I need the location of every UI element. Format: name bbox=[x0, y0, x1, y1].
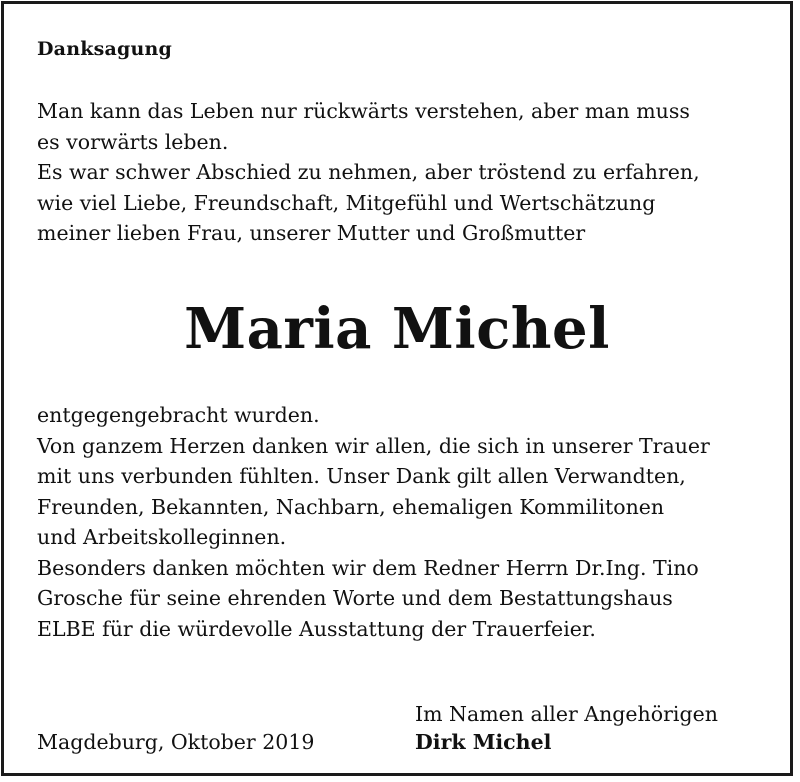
intro-line: wie viel Liebe, Freundschaft, Mitgefühl und Wertschätzung bbox=[37, 190, 656, 215]
thanks-paragraph bbox=[37, 400, 777, 644]
notice-heading: Danksagung bbox=[37, 38, 172, 60]
intro-line: es vorwärts leben. bbox=[37, 129, 229, 154]
body-line: Grosche für seine ehrenden Worte und dem Bestattungshaus bbox=[37, 586, 673, 610]
body-line: entgegengebracht wurden. bbox=[37, 403, 320, 427]
body-line: Freunden, Bekannten, Nachbarn, ehemaligen Kommilitonen bbox=[37, 494, 665, 519]
signer-name: Dirk Michel bbox=[415, 730, 552, 754]
intro-line: Man kann das Leben nur rückwärts verstehen, aber man muss bbox=[37, 99, 690, 123]
intro-line: meiner lieben Frau, unserer Mutter und Großmutter bbox=[37, 221, 586, 245]
body-line: ELBE für die würdevolle Ausstattung der Trauerfeier. bbox=[37, 616, 596, 641]
deceased-name: Maria Michel bbox=[184, 296, 610, 362]
place-and-date: Magdeburg, Oktober 2019 bbox=[37, 730, 315, 754]
body-line: und Arbeitskolleginnen. bbox=[37, 525, 287, 549]
body-line: Besonders danken möchten wir dem Redner Herrn Dr.Ing. Tino bbox=[37, 555, 699, 580]
obituary-notice bbox=[1, 1, 793, 776]
body-line: mit uns verbunden fühlten. Unser Dank gilt allen Verwandten, bbox=[37, 464, 686, 488]
signature-block bbox=[415, 700, 718, 756]
signature-intro: Im Namen aller Angehörigen bbox=[415, 702, 718, 726]
intro-line: Es war schwer Abschied zu nehmen, aber tröstend zu erfahren, bbox=[37, 160, 700, 184]
intro-paragraph bbox=[37, 96, 777, 249]
body-line: Von ganzem Herzen danken wir allen, die sich in unserer Trauer bbox=[37, 433, 710, 458]
